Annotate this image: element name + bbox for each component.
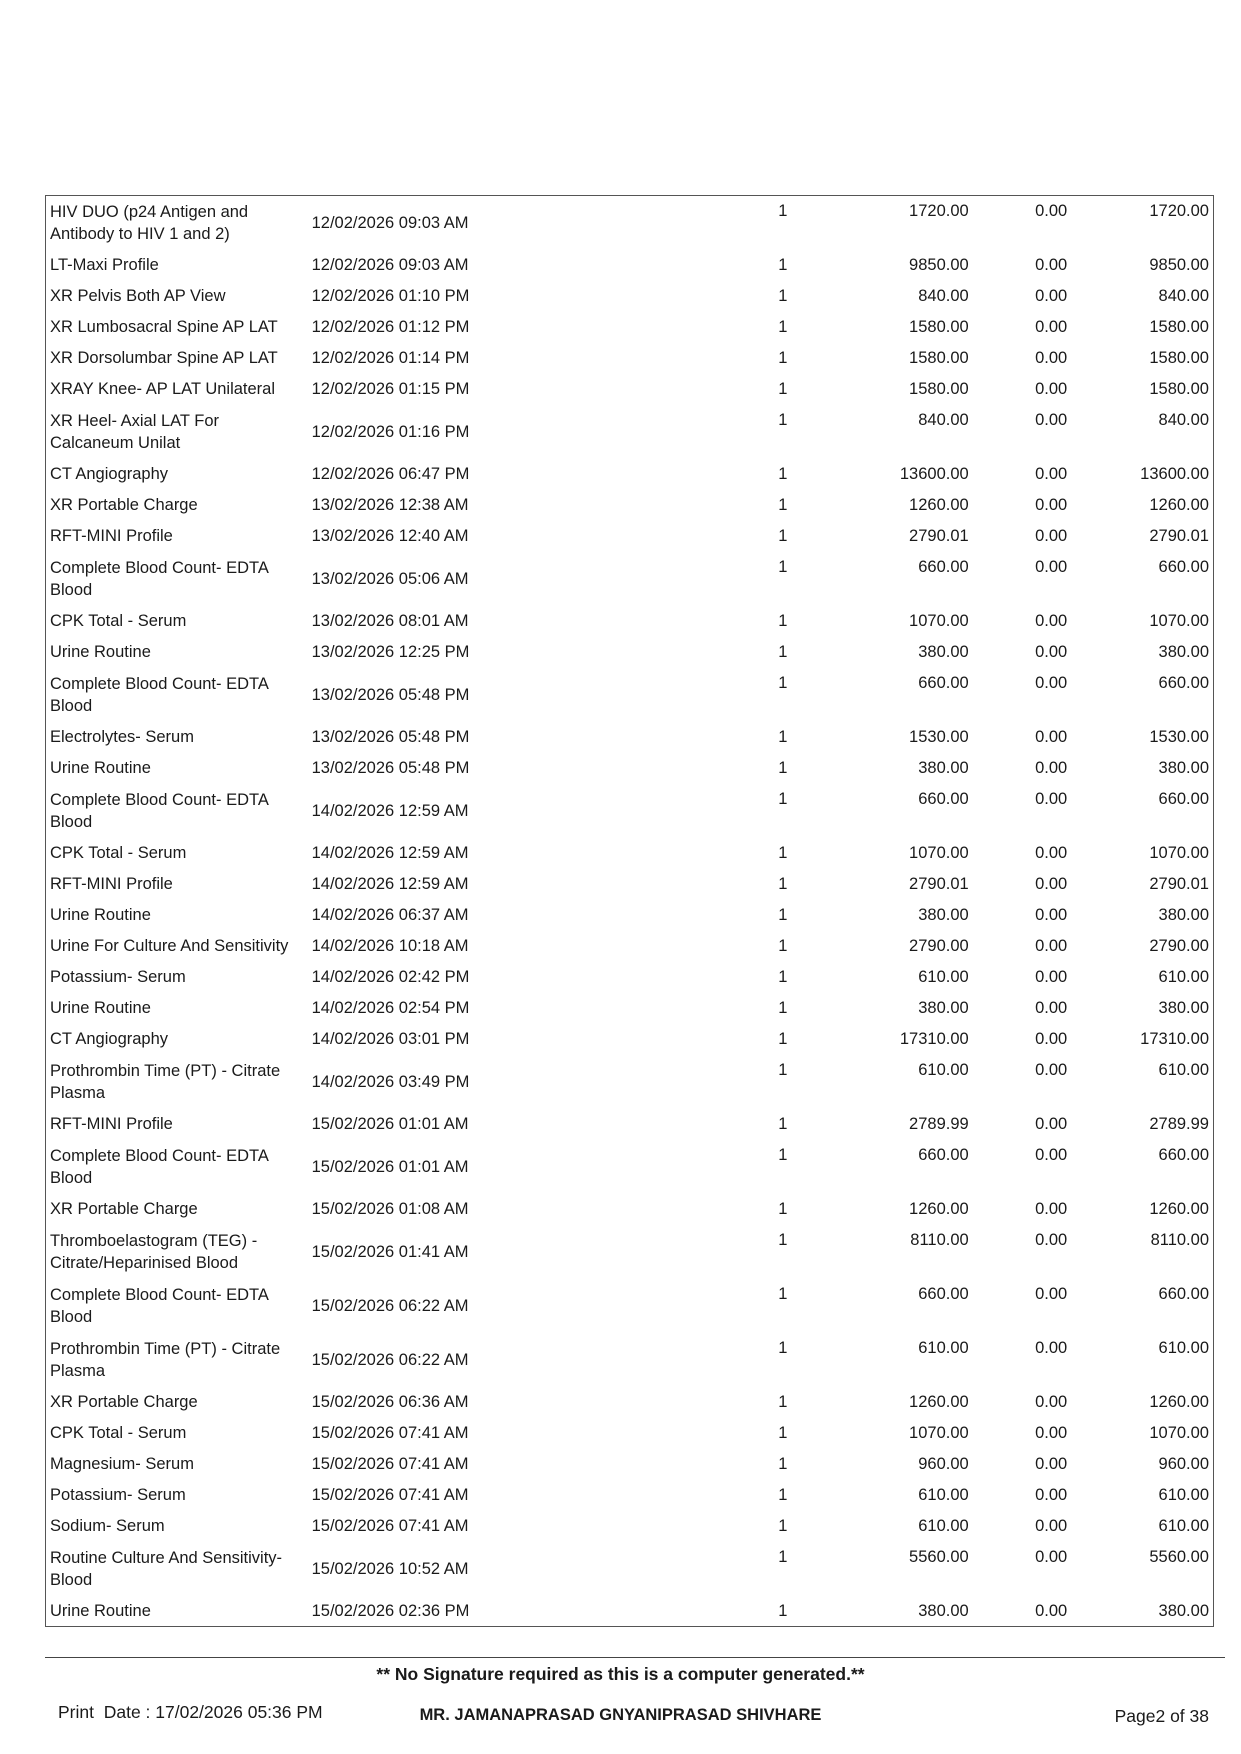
table-row bbox=[46, 521, 1214, 552]
item-discount: 0.00 bbox=[1035, 287, 1068, 305]
item-datetime: 13/02/2026 05:48 PM bbox=[311, 728, 470, 746]
table-row bbox=[46, 962, 1214, 993]
item-amount: 610.00 bbox=[1158, 1338, 1209, 1357]
item-amount: 1260.00 bbox=[1149, 496, 1209, 514]
item-amount: 660.00 bbox=[1158, 1145, 1209, 1164]
table-row bbox=[46, 1024, 1214, 1055]
item-rate: 380.00 bbox=[918, 999, 969, 1017]
item-name: Urine Routine bbox=[50, 999, 151, 1017]
item-datetime: 15/02/2026 01:01 AM bbox=[311, 1157, 469, 1176]
item-datetime: 13/02/2026 12:40 AM bbox=[311, 527, 469, 545]
item-rate: 2790.01 bbox=[909, 875, 969, 893]
table-row bbox=[46, 1418, 1214, 1449]
item-name: XR Portable Charge bbox=[50, 1200, 198, 1218]
item-discount: 0.00 bbox=[1035, 1517, 1068, 1535]
item-rate: 1070.00 bbox=[909, 1424, 969, 1442]
item-discount: 0.00 bbox=[1035, 999, 1068, 1017]
item-amount: 380.00 bbox=[1158, 643, 1209, 661]
item-rate: 610.00 bbox=[918, 968, 969, 986]
item-rate: 1580.00 bbox=[909, 318, 969, 336]
item-quantity: 1 bbox=[778, 728, 788, 746]
item-datetime: 12/02/2026 09:03 AM bbox=[311, 256, 469, 274]
item-datetime: 14/02/2026 03:01 PM bbox=[311, 1030, 470, 1048]
item-amount: 840.00 bbox=[1158, 287, 1209, 305]
print-date: Print Date : 17/02/2026 05:36 PM bbox=[58, 1702, 323, 1722]
item-amount: 13600.00 bbox=[1140, 465, 1209, 483]
item-amount: 2790.01 bbox=[1149, 875, 1209, 893]
item-datetime: 15/02/2026 01:41 AM bbox=[311, 1242, 469, 1261]
item-discount: 0.00 bbox=[1035, 1601, 1068, 1620]
table-row bbox=[46, 196, 1214, 250]
item-quantity: 1 bbox=[778, 875, 788, 893]
item-rate: 2790.01 bbox=[909, 527, 969, 545]
item-discount: 0.00 bbox=[1035, 410, 1068, 429]
table-row bbox=[46, 250, 1214, 281]
item-discount: 0.00 bbox=[1035, 1393, 1068, 1411]
item-amount: 1070.00 bbox=[1149, 844, 1209, 862]
item-amount: 17310.00 bbox=[1140, 1030, 1209, 1048]
table-row bbox=[46, 1109, 1214, 1140]
item-amount: 1260.00 bbox=[1149, 1393, 1209, 1411]
item-amount: 5560.00 bbox=[1149, 1547, 1209, 1566]
item-rate: 840.00 bbox=[918, 410, 969, 429]
item-amount: 8110.00 bbox=[1150, 1230, 1209, 1249]
item-discount: 0.00 bbox=[1035, 1547, 1068, 1566]
item-quantity: 1 bbox=[778, 1601, 788, 1620]
item-quantity: 1 bbox=[778, 380, 788, 398]
item-rate: 2789.99 bbox=[909, 1115, 969, 1133]
table-row bbox=[46, 1511, 1214, 1542]
item-datetime: 13/02/2026 12:38 AM bbox=[311, 496, 469, 514]
item-name: Electrolytes- Serum bbox=[50, 728, 194, 746]
item-rate: 660.00 bbox=[918, 673, 969, 692]
item-discount: 0.00 bbox=[1035, 1424, 1068, 1442]
item-name: Urine Routine bbox=[50, 906, 151, 924]
item-datetime: 15/02/2026 10:52 AM bbox=[311, 1559, 469, 1578]
item-amount: 610.00 bbox=[1158, 1060, 1209, 1079]
item-datetime: 14/02/2026 12:59 AM bbox=[311, 801, 469, 820]
item-rate: 660.00 bbox=[918, 1284, 969, 1303]
item-datetime: 14/02/2026 02:42 PM bbox=[311, 968, 470, 986]
item-datetime: 13/02/2026 05:48 PM bbox=[311, 759, 470, 777]
item-quantity: 1 bbox=[778, 844, 788, 862]
patient-name: MR. JAMANAPRASAD GNYANIPRASAD SHIVHARE bbox=[419, 1706, 822, 1724]
item-discount: 0.00 bbox=[1035, 643, 1068, 661]
item-rate: 1580.00 bbox=[909, 349, 969, 367]
item-amount: 380.00 bbox=[1158, 906, 1209, 924]
item-quantity: 1 bbox=[778, 673, 788, 692]
item-name: Complete Blood Count- EDTA Blood bbox=[50, 674, 268, 715]
item-quantity: 1 bbox=[778, 1486, 788, 1504]
item-name: CT Angiography bbox=[50, 465, 169, 483]
item-quantity: 1 bbox=[778, 318, 788, 336]
item-discount: 0.00 bbox=[1035, 1200, 1068, 1218]
item-quantity: 1 bbox=[778, 527, 788, 545]
item-name: XR Portable Charge bbox=[50, 496, 198, 514]
item-quantity: 1 bbox=[778, 968, 788, 986]
item-name: Prothrombin Time (PT) - Citrate Plasma bbox=[50, 1339, 281, 1380]
table-row bbox=[46, 552, 1214, 606]
item-discount: 0.00 bbox=[1035, 844, 1068, 862]
bill-items-table bbox=[45, 195, 1214, 1627]
item-discount: 0.00 bbox=[1035, 673, 1068, 692]
item-amount: 1260.00 bbox=[1149, 1200, 1209, 1218]
item-datetime: 14/02/2026 03:49 PM bbox=[311, 1072, 470, 1091]
table-row bbox=[46, 993, 1214, 1024]
item-discount: 0.00 bbox=[1035, 202, 1068, 220]
item-quantity: 1 bbox=[778, 465, 788, 483]
item-name: Urine Routine bbox=[50, 759, 151, 777]
table-row bbox=[46, 869, 1214, 900]
item-name: Urine For Culture And Sensitivity bbox=[50, 937, 289, 955]
item-rate: 610.00 bbox=[918, 1060, 969, 1079]
item-discount: 0.00 bbox=[1035, 380, 1068, 398]
item-discount: 0.00 bbox=[1035, 318, 1068, 336]
item-discount: 0.00 bbox=[1035, 1486, 1068, 1504]
item-rate: 1070.00 bbox=[909, 612, 969, 630]
item-discount: 0.00 bbox=[1035, 728, 1068, 746]
item-discount: 0.00 bbox=[1035, 1284, 1068, 1303]
item-name: CT Angiography bbox=[50, 1030, 169, 1048]
item-rate: 9850.00 bbox=[909, 256, 969, 274]
item-discount: 0.00 bbox=[1035, 1230, 1068, 1249]
item-name: XR Lumbosacral Spine AP LAT bbox=[50, 318, 278, 336]
item-datetime: 14/02/2026 12:59 AM bbox=[311, 875, 469, 893]
item-amount: 610.00 bbox=[1158, 1486, 1209, 1504]
item-name: XR Heel- Axial LAT For Calcaneum Unilat bbox=[50, 411, 220, 452]
item-quantity: 1 bbox=[778, 256, 788, 274]
page-number: Page2 of 38 bbox=[1114, 1706, 1209, 1726]
item-name: Complete Blood Count- EDTA Blood bbox=[50, 790, 268, 831]
item-datetime: 12/02/2026 01:15 PM bbox=[311, 380, 470, 398]
item-discount: 0.00 bbox=[1035, 349, 1068, 367]
item-datetime: 12/02/2026 01:14 PM bbox=[311, 349, 470, 367]
item-discount: 0.00 bbox=[1035, 906, 1068, 924]
item-rate: 380.00 bbox=[918, 759, 969, 777]
item-rate: 1580.00 bbox=[909, 380, 969, 398]
table-row bbox=[46, 1225, 1214, 1279]
item-amount: 1070.00 bbox=[1149, 1424, 1209, 1442]
item-name: Potassium- Serum bbox=[50, 968, 186, 986]
item-quantity: 1 bbox=[778, 1145, 788, 1164]
table-row bbox=[46, 1140, 1214, 1194]
item-quantity: 1 bbox=[778, 1338, 788, 1357]
item-amount: 380.00 bbox=[1158, 999, 1209, 1017]
item-amount: 660.00 bbox=[1158, 789, 1209, 808]
item-quantity: 1 bbox=[778, 1030, 788, 1048]
item-quantity: 1 bbox=[778, 1424, 788, 1442]
item-datetime: 14/02/2026 12:59 AM bbox=[311, 844, 469, 862]
item-rate: 660.00 bbox=[918, 1145, 969, 1164]
item-name: XR Portable Charge bbox=[50, 1393, 198, 1411]
item-name: Urine Routine bbox=[50, 643, 151, 661]
item-amount: 2790.00 bbox=[1149, 937, 1209, 955]
item-amount: 2789.99 bbox=[1149, 1115, 1209, 1133]
item-quantity: 1 bbox=[778, 1284, 788, 1303]
table-row bbox=[46, 1449, 1214, 1480]
item-discount: 0.00 bbox=[1035, 557, 1068, 576]
item-datetime: 12/02/2026 01:12 PM bbox=[311, 318, 470, 336]
item-rate: 380.00 bbox=[918, 906, 969, 924]
item-amount: 380.00 bbox=[1158, 759, 1209, 777]
item-discount: 0.00 bbox=[1035, 759, 1068, 777]
item-amount: 9850.00 bbox=[1149, 256, 1209, 274]
table-row bbox=[46, 1542, 1214, 1596]
item-amount: 610.00 bbox=[1158, 1517, 1209, 1535]
item-rate: 1260.00 bbox=[909, 1200, 969, 1218]
item-rate: 610.00 bbox=[918, 1517, 969, 1535]
item-quantity: 1 bbox=[778, 999, 788, 1017]
item-datetime: 15/02/2026 06:36 AM bbox=[311, 1393, 469, 1411]
table-row bbox=[46, 281, 1214, 312]
item-name: XR Pelvis Both AP View bbox=[50, 287, 226, 305]
item-name: RFT-MINI Profile bbox=[50, 527, 173, 545]
item-datetime: 15/02/2026 02:36 PM bbox=[311, 1601, 470, 1620]
table-row bbox=[46, 1194, 1214, 1225]
table-row bbox=[46, 931, 1214, 962]
item-datetime: 13/02/2026 05:06 AM bbox=[311, 569, 469, 588]
item-rate: 960.00 bbox=[918, 1455, 969, 1473]
item-quantity: 1 bbox=[778, 906, 788, 924]
item-discount: 0.00 bbox=[1035, 789, 1068, 808]
footer-divider bbox=[45, 1657, 1225, 1658]
item-quantity: 1 bbox=[778, 1200, 788, 1218]
item-datetime: 15/02/2026 07:41 AM bbox=[311, 1455, 469, 1473]
table-row bbox=[46, 1279, 1214, 1333]
table-row bbox=[46, 1596, 1214, 1627]
item-rate: 380.00 bbox=[918, 1601, 969, 1620]
item-name: Complete Blood Count- EDTA Blood bbox=[50, 1146, 268, 1187]
item-quantity: 1 bbox=[778, 410, 788, 429]
table-row bbox=[46, 343, 1214, 374]
table-row bbox=[46, 838, 1214, 869]
item-amount: 660.00 bbox=[1158, 557, 1209, 576]
item-name: HIV DUO (p24 Antigen and Antibody to HIV 1 and 2) bbox=[50, 202, 249, 243]
table-row bbox=[46, 1387, 1214, 1418]
item-name: XR Dorsolumbar Spine AP LAT bbox=[50, 349, 278, 367]
item-quantity: 1 bbox=[778, 1393, 788, 1411]
item-quantity: 1 bbox=[778, 557, 788, 576]
item-rate: 17310.00 bbox=[899, 1030, 969, 1048]
item-amount: 1530.00 bbox=[1149, 728, 1209, 746]
item-name: Magnesium- Serum bbox=[50, 1455, 194, 1473]
item-datetime: 15/02/2026 06:22 AM bbox=[311, 1350, 469, 1369]
item-amount: 1070.00 bbox=[1149, 612, 1209, 630]
item-name: Routine Culture And Sensitivity- Blood bbox=[50, 1548, 283, 1589]
item-quantity: 1 bbox=[778, 789, 788, 808]
table-row bbox=[46, 606, 1214, 637]
item-amount: 380.00 bbox=[1158, 1601, 1209, 1620]
table-row bbox=[46, 1055, 1214, 1109]
item-datetime: 15/02/2026 07:41 AM bbox=[311, 1424, 469, 1442]
item-rate: 660.00 bbox=[918, 789, 969, 808]
table-row bbox=[46, 312, 1214, 343]
item-rate: 610.00 bbox=[918, 1486, 969, 1504]
item-quantity: 1 bbox=[778, 202, 788, 220]
item-name: Potassium- Serum bbox=[50, 1486, 186, 1504]
item-name: LT-Maxi Profile bbox=[50, 256, 159, 274]
item-discount: 0.00 bbox=[1035, 1115, 1068, 1133]
item-rate: 1070.00 bbox=[909, 844, 969, 862]
item-datetime: 13/02/2026 12:25 PM bbox=[311, 643, 470, 661]
table-row bbox=[46, 637, 1214, 668]
item-name: Thromboelastogram (TEG) - Citrate/Heparinised Blood bbox=[50, 1231, 258, 1272]
item-rate: 5560.00 bbox=[909, 1547, 969, 1566]
item-quantity: 1 bbox=[778, 496, 788, 514]
item-rate: 1260.00 bbox=[909, 496, 969, 514]
item-datetime: 14/02/2026 02:54 PM bbox=[311, 999, 470, 1017]
item-amount: 1580.00 bbox=[1149, 380, 1209, 398]
item-amount: 660.00 bbox=[1158, 1284, 1209, 1303]
item-amount: 660.00 bbox=[1158, 673, 1209, 692]
item-name: CPK Total - Serum bbox=[50, 844, 187, 862]
item-name: Sodium- Serum bbox=[50, 1517, 165, 1535]
item-datetime: 15/02/2026 07:41 AM bbox=[311, 1517, 469, 1535]
item-name: Prothrombin Time (PT) - Citrate Plasma bbox=[50, 1061, 281, 1102]
item-datetime: 12/02/2026 01:10 PM bbox=[311, 287, 470, 305]
item-quantity: 1 bbox=[778, 349, 788, 367]
item-quantity: 1 bbox=[778, 1517, 788, 1535]
item-discount: 0.00 bbox=[1035, 1060, 1068, 1079]
table-row bbox=[46, 1480, 1214, 1511]
item-quantity: 1 bbox=[778, 1455, 788, 1473]
item-discount: 0.00 bbox=[1035, 1030, 1068, 1048]
item-discount: 0.00 bbox=[1035, 256, 1068, 274]
item-quantity: 1 bbox=[778, 1115, 788, 1133]
item-datetime: 14/02/2026 06:37 AM bbox=[311, 906, 469, 924]
item-rate: 1260.00 bbox=[909, 1393, 969, 1411]
table-row bbox=[46, 722, 1214, 753]
item-datetime: 12/02/2026 01:16 PM bbox=[311, 422, 470, 441]
table-row bbox=[46, 490, 1214, 521]
item-amount: 1580.00 bbox=[1149, 349, 1209, 367]
item-discount: 0.00 bbox=[1035, 496, 1068, 514]
item-amount: 960.00 bbox=[1158, 1455, 1209, 1473]
item-amount: 1720.00 bbox=[1149, 202, 1209, 220]
item-discount: 0.00 bbox=[1035, 527, 1068, 545]
item-amount: 840.00 bbox=[1158, 410, 1209, 429]
item-discount: 0.00 bbox=[1035, 1338, 1068, 1357]
item-quantity: 1 bbox=[778, 937, 788, 955]
item-datetime: 15/02/2026 01:08 AM bbox=[311, 1200, 469, 1218]
item-quantity: 1 bbox=[778, 643, 788, 661]
item-name: RFT-MINI Profile bbox=[50, 1115, 173, 1133]
item-name: Complete Blood Count- EDTA Blood bbox=[50, 1285, 268, 1326]
item-amount: 2790.01 bbox=[1149, 527, 1209, 545]
signature-note: ** No Signature required as this is a computer generated.** bbox=[376, 1664, 865, 1684]
table-row bbox=[46, 784, 1214, 838]
item-name: Complete Blood Count- EDTA Blood bbox=[50, 558, 268, 599]
item-rate: 610.00 bbox=[918, 1338, 969, 1357]
item-rate: 8110.00 bbox=[910, 1230, 969, 1249]
item-name: CPK Total - Serum bbox=[50, 1424, 187, 1442]
item-datetime: 12/02/2026 06:47 PM bbox=[311, 465, 470, 483]
item-quantity: 1 bbox=[778, 287, 788, 305]
item-rate: 2790.00 bbox=[909, 937, 969, 955]
table-row bbox=[46, 374, 1214, 405]
table-row bbox=[46, 1333, 1214, 1387]
table-row bbox=[46, 753, 1214, 784]
table-row bbox=[46, 405, 1214, 459]
item-rate: 13600.00 bbox=[899, 465, 969, 483]
table-row bbox=[46, 900, 1214, 931]
table-row bbox=[46, 459, 1214, 490]
item-amount: 610.00 bbox=[1158, 968, 1209, 986]
item-quantity: 1 bbox=[778, 1547, 788, 1566]
item-rate: 1720.00 bbox=[909, 202, 969, 220]
item-datetime: 13/02/2026 08:01 AM bbox=[311, 612, 469, 630]
item-quantity: 1 bbox=[778, 1230, 788, 1249]
item-name: XRAY Knee- AP LAT Unilateral bbox=[50, 380, 276, 398]
item-datetime: 15/02/2026 07:41 AM bbox=[311, 1486, 469, 1504]
item-name: RFT-MINI Profile bbox=[50, 875, 173, 893]
item-datetime: 15/02/2026 01:01 AM bbox=[311, 1115, 469, 1133]
table-row bbox=[46, 668, 1214, 722]
item-rate: 380.00 bbox=[918, 643, 969, 661]
item-rate: 660.00 bbox=[918, 557, 969, 576]
item-discount: 0.00 bbox=[1035, 612, 1068, 630]
item-quantity: 1 bbox=[778, 759, 788, 777]
item-datetime: 12/02/2026 09:03 AM bbox=[311, 213, 469, 232]
item-rate: 840.00 bbox=[918, 287, 969, 305]
item-discount: 0.00 bbox=[1035, 937, 1068, 955]
item-name: CPK Total - Serum bbox=[50, 612, 187, 630]
item-datetime: 13/02/2026 05:48 PM bbox=[311, 685, 470, 704]
item-discount: 0.00 bbox=[1035, 968, 1068, 986]
item-name: Urine Routine bbox=[50, 1601, 151, 1620]
item-quantity: 1 bbox=[778, 612, 788, 630]
item-amount: 1580.00 bbox=[1149, 318, 1209, 336]
item-discount: 0.00 bbox=[1035, 1145, 1068, 1164]
item-discount: 0.00 bbox=[1035, 1455, 1068, 1473]
item-discount: 0.00 bbox=[1035, 465, 1068, 483]
item-rate: 1530.00 bbox=[909, 728, 969, 746]
item-datetime: 14/02/2026 10:18 AM bbox=[311, 937, 469, 955]
item-discount: 0.00 bbox=[1035, 875, 1068, 893]
item-quantity: 1 bbox=[778, 1060, 788, 1079]
item-datetime: 15/02/2026 06:22 AM bbox=[311, 1296, 469, 1315]
